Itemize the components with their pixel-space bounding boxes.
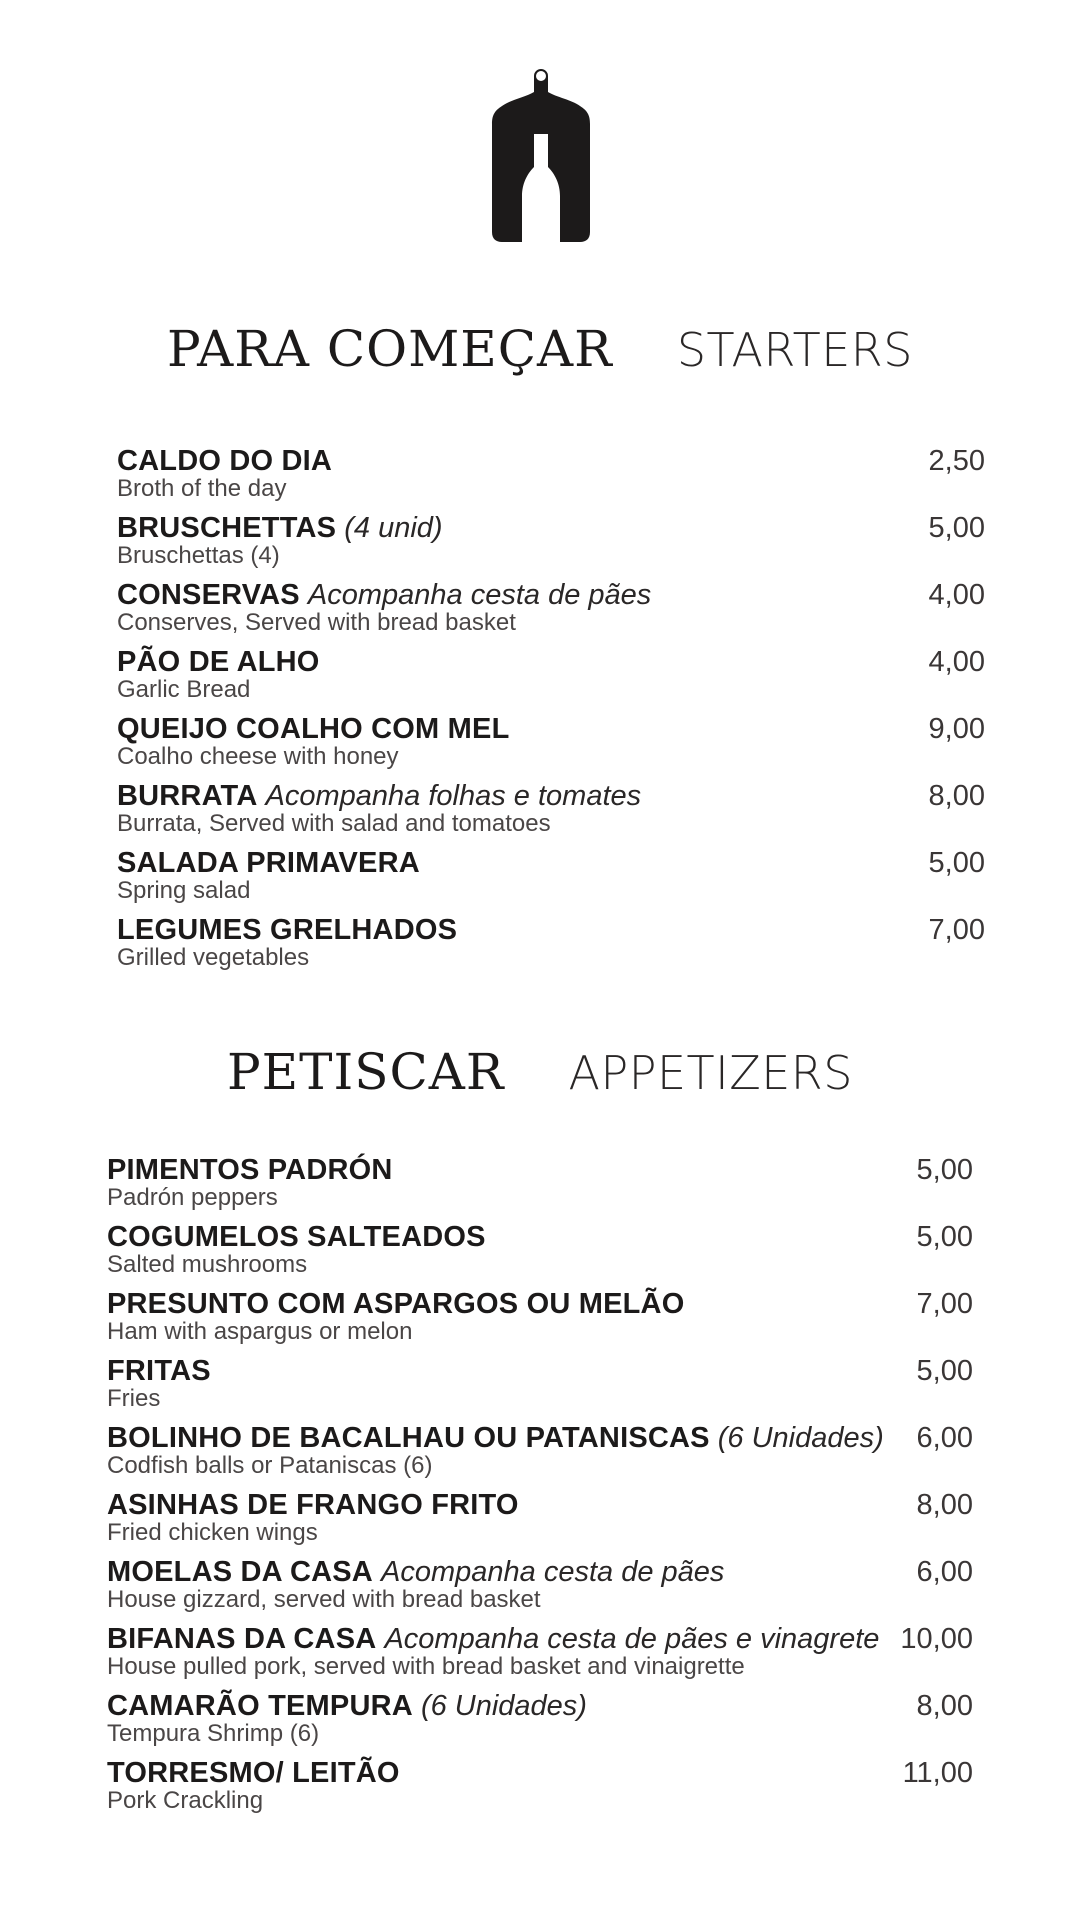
dish-name: CALDO DO DIA [117, 445, 333, 477]
dish-note: Acompanha cesta de pães [381, 1556, 725, 1588]
dish-name-line [117, 912, 985, 948]
dish-description: Pork Crackling [107, 1787, 264, 1814]
dish-description: Spring salad [117, 877, 251, 904]
bottle-on-cutting-board-icon [490, 64, 592, 244]
menu-item [107, 1286, 973, 1353]
menu-item [107, 1353, 973, 1420]
dish-description: Codfish balls or Pataniscas (6) [107, 1452, 433, 1479]
dish-note: (6 Unidades) [717, 1422, 884, 1454]
dish-price: 6,00 [916, 1422, 973, 1454]
menu-item [117, 510, 985, 577]
dish-description: Fried chicken wings [107, 1519, 318, 1546]
dish-name-line [117, 711, 985, 747]
menu-item [107, 1554, 973, 1621]
menu-item [107, 1688, 973, 1755]
dish-name: LEGUMES GRELHADOS [117, 914, 458, 946]
dish-name-line [107, 1152, 973, 1188]
dish-price: 7,00 [916, 1288, 973, 1320]
menu-item [107, 1420, 973, 1487]
menu-item [117, 644, 985, 711]
dish-price: 2,50 [928, 445, 985, 477]
appetizers-section-title [0, 1043, 1080, 1101]
dish-price: 6,00 [916, 1556, 973, 1588]
menu-item [117, 443, 985, 510]
dish-name-line [107, 1554, 973, 1590]
dish-description: Grilled vegetables [117, 944, 310, 971]
starters-section-title [0, 320, 1080, 378]
dish-name: FRITAS [107, 1355, 211, 1387]
dish-note: Acompanha folhas e tomates [265, 780, 642, 812]
dish-description: Ham with aspargus or melon [107, 1318, 413, 1345]
dish-price: 5,00 [928, 847, 985, 879]
menu-item [107, 1755, 973, 1822]
menu-item [117, 845, 985, 912]
menu-item [107, 1621, 973, 1688]
dish-name-line [117, 443, 985, 479]
dish-price: 8,00 [928, 780, 985, 812]
dish-name-line [107, 1420, 973, 1456]
dish-price: 10,00 [900, 1623, 973, 1655]
appetizers-list [107, 1152, 973, 1822]
dish-description: Fries [107, 1385, 161, 1412]
dish-name: CAMARÃO TEMPURA [107, 1690, 413, 1722]
dish-description: Salted mushrooms [107, 1251, 308, 1278]
dish-name: COGUMELOS SALTEADOS [107, 1221, 486, 1253]
appetizers-title-pt: PETISCAR [227, 1043, 505, 1101]
dish-name-line [117, 577, 985, 613]
dish-name-line [107, 1219, 973, 1255]
menu-item [117, 912, 985, 979]
dish-name-line [117, 845, 985, 881]
dish-price: 5,00 [928, 512, 985, 544]
menu-item [117, 711, 985, 778]
dish-name-line [107, 1621, 973, 1657]
dish-name-line [117, 644, 985, 680]
menu-item [107, 1487, 973, 1554]
dish-name-line [107, 1487, 973, 1523]
dish-name: CONSERVAS [117, 579, 300, 611]
dish-name: PRESUNTO COM ASPARGOS OU MELÃO [107, 1288, 685, 1320]
dish-name: BOLINHO DE BACALHAU OU PATANISCAS [107, 1422, 710, 1454]
dish-description: Broth of the day [117, 475, 287, 502]
dish-name: BURRATA [117, 780, 258, 812]
dish-description: Coalho cheese with honey [117, 743, 399, 770]
dish-description: Conserves, Served with bread basket [117, 609, 516, 636]
dish-price: 11,00 [902, 1757, 973, 1789]
dish-description: Burrata, Served with salad and tomatoes [117, 810, 551, 837]
menu-item [107, 1152, 973, 1219]
dish-price: 5,00 [916, 1221, 973, 1253]
dish-price: 4,00 [928, 646, 985, 678]
appetizers-title-en: APPETIZERS [568, 1046, 853, 1100]
dish-note: Acompanha cesta de pães [307, 579, 652, 611]
dish-name: BIFANAS DA CASA [107, 1623, 377, 1655]
dish-note: (4 unid) [344, 512, 443, 544]
dish-name-line [117, 778, 985, 814]
dish-note: (6 Unidades) [420, 1690, 587, 1722]
dish-description: Padrón peppers [107, 1184, 278, 1211]
dish-description: House gizzard, served with bread basket [107, 1586, 541, 1613]
dish-name: MOELAS DA CASA [107, 1556, 373, 1588]
dish-price: 5,00 [916, 1154, 973, 1186]
dish-name: SALADA PRIMAVERA [117, 847, 420, 879]
dish-price: 7,00 [928, 914, 985, 946]
dish-note: Acompanha cesta de pães e vinagrete [384, 1623, 880, 1655]
starters-list [117, 443, 985, 979]
dish-name-line [117, 510, 985, 546]
dish-description: Tempura Shrimp (6) [107, 1720, 320, 1747]
dish-description: Garlic Bread [117, 676, 251, 703]
dish-name: TORRESMO/ LEITÃO [107, 1757, 400, 1789]
menu-item [107, 1219, 973, 1286]
starters-title-pt: PARA COMEÇAR [167, 320, 613, 378]
dish-name: BRUSCHETTAS [117, 512, 337, 544]
dish-price: 8,00 [916, 1489, 973, 1521]
dish-name: ASINHAS DE FRANGO FRITO [107, 1489, 519, 1521]
dish-name: QUEIJO COALHO COM MEL [117, 713, 510, 745]
dish-name-line [107, 1755, 973, 1791]
dish-price: 8,00 [916, 1690, 973, 1722]
dish-price: 9,00 [928, 713, 985, 745]
starters-title-en: STARTERS [676, 323, 913, 377]
dish-description: House pulled pork, served with bread basket and vinaigrette [107, 1653, 745, 1680]
dish-name-line [107, 1688, 973, 1724]
menu-item [117, 778, 985, 845]
dish-name: PIMENTOS PADRÓN [107, 1154, 393, 1186]
dish-description: Bruschettas (4) [117, 542, 280, 569]
menu-item [117, 577, 985, 644]
dish-price: 4,00 [928, 579, 985, 611]
dish-name-line [107, 1286, 973, 1322]
dish-name: PÃO DE ALHO [117, 646, 320, 678]
dish-price: 5,00 [916, 1355, 973, 1387]
dish-name-line [107, 1353, 973, 1389]
